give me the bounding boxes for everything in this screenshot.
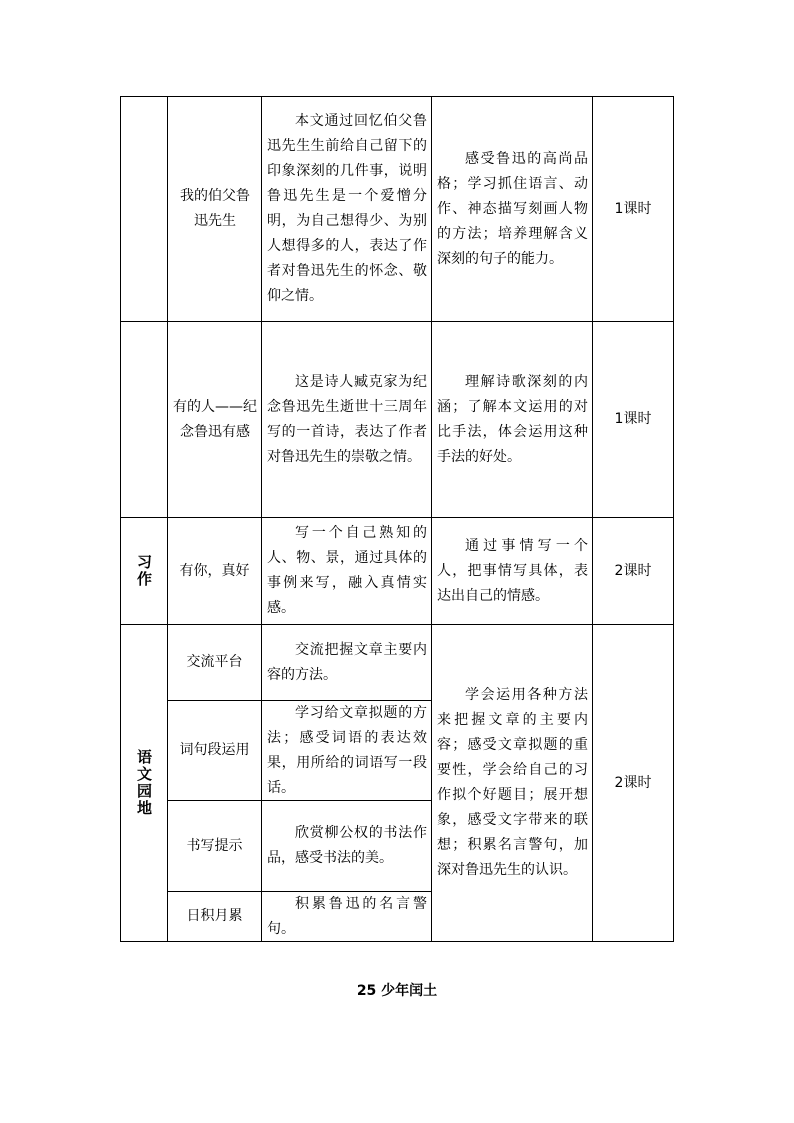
hours-cell xyxy=(593,625,673,941)
lesson-content: 写一个自己熟知的人、物、景，通过具体的事例来写，融入真情实感。 xyxy=(267,525,427,616)
hours-cell xyxy=(593,97,673,321)
goal-cell xyxy=(432,625,592,941)
lesson-content: 这是诗人臧克家为纪念鲁迅先生逝世十三周年写的一首诗，表达了作者对鲁迅先生的崇敬之情。 xyxy=(267,373,427,465)
content-cell xyxy=(262,97,431,321)
unit-label: 习作 xyxy=(135,554,153,588)
lesson-hours: 2课时 xyxy=(614,774,652,791)
content-cell xyxy=(262,701,431,800)
lesson-content: 积累鲁迅的名言警句。 xyxy=(267,895,427,937)
lesson-content: 本文通过回忆伯父鲁迅先生生前给自己留下的印象深刻的几件事，说明鲁迅先生是一个爱憎分明，为自己想得少、为别人想得多的人，表达了作者对鲁迅先生的怀念、敬仰之情。 xyxy=(267,113,427,304)
content-cell xyxy=(262,892,431,941)
lesson-title: 词句段运用 xyxy=(179,742,250,758)
lesson-title: 有你，真好 xyxy=(179,562,250,579)
hours-cell xyxy=(593,518,673,624)
goal-cell xyxy=(432,322,592,517)
lesson-title-cell xyxy=(168,701,261,800)
lesson-hours: 1课时 xyxy=(614,200,652,217)
goal-cell xyxy=(432,518,592,624)
lesson-goal: 感受鲁迅的高尚品格；学习抓住语言、动作、神态描写刻画人物的方法；培养理解含义深刻的句子的能力。 xyxy=(437,150,588,267)
content-cell xyxy=(262,518,431,624)
lesson-goal: 学会运用各种方法来把握文章的主要内容；感受文章拟题的重要性，学会给自己的习作拟个好题目；展开想象，感受文字带来的联想；积累名言警句，加深对鲁迅先生的认识。 xyxy=(437,687,588,878)
goal-cell xyxy=(432,97,592,321)
lesson-title: 我的伯父鲁迅先生 xyxy=(180,188,250,229)
unit-label: 语文园地 xyxy=(135,749,153,817)
lesson-content: 学习给文章拟题的方法；感受词语的表达效果，用所给的词语写一段话。 xyxy=(267,704,427,796)
hours-cell xyxy=(593,322,673,517)
next-lesson-title: 25 少年闰土 xyxy=(356,983,438,999)
lesson-content: 交流把握文章主要内容的方法。 xyxy=(267,641,427,683)
unit-cell xyxy=(121,97,167,321)
lesson-hours: 1课时 xyxy=(614,411,652,427)
lesson-title: 书写提示 xyxy=(186,837,243,854)
lesson-title-cell xyxy=(172,322,258,517)
unit-cell xyxy=(121,322,167,517)
lesson-content: 欣赏柳公权的书法作品，感受书法的美。 xyxy=(267,825,427,866)
lesson-goal: 通过事情写一个人，把事情写具体，表达出自己的情感。 xyxy=(437,537,588,604)
lesson-hours: 2课时 xyxy=(614,562,652,579)
content-cell xyxy=(262,625,431,700)
lesson-title: 有的人——纪念鲁迅有感 xyxy=(173,398,257,440)
lesson-title-cell xyxy=(176,97,254,321)
unit-cell xyxy=(121,518,167,624)
content-cell xyxy=(262,322,431,517)
lesson-title: 交流平台 xyxy=(186,654,243,670)
lesson-title: 日积月累 xyxy=(186,908,243,924)
unit-cell xyxy=(121,625,167,941)
lesson-title-cell xyxy=(168,518,261,624)
lesson-title-cell xyxy=(168,625,261,700)
lesson-goal: 理解诗歌深刻的内涵；了解本文运用的对比手法，体会运用这种手法的好处。 xyxy=(437,373,588,465)
content-cell xyxy=(262,801,431,891)
lesson-title-cell xyxy=(168,801,261,891)
lesson-title-cell xyxy=(168,892,261,941)
